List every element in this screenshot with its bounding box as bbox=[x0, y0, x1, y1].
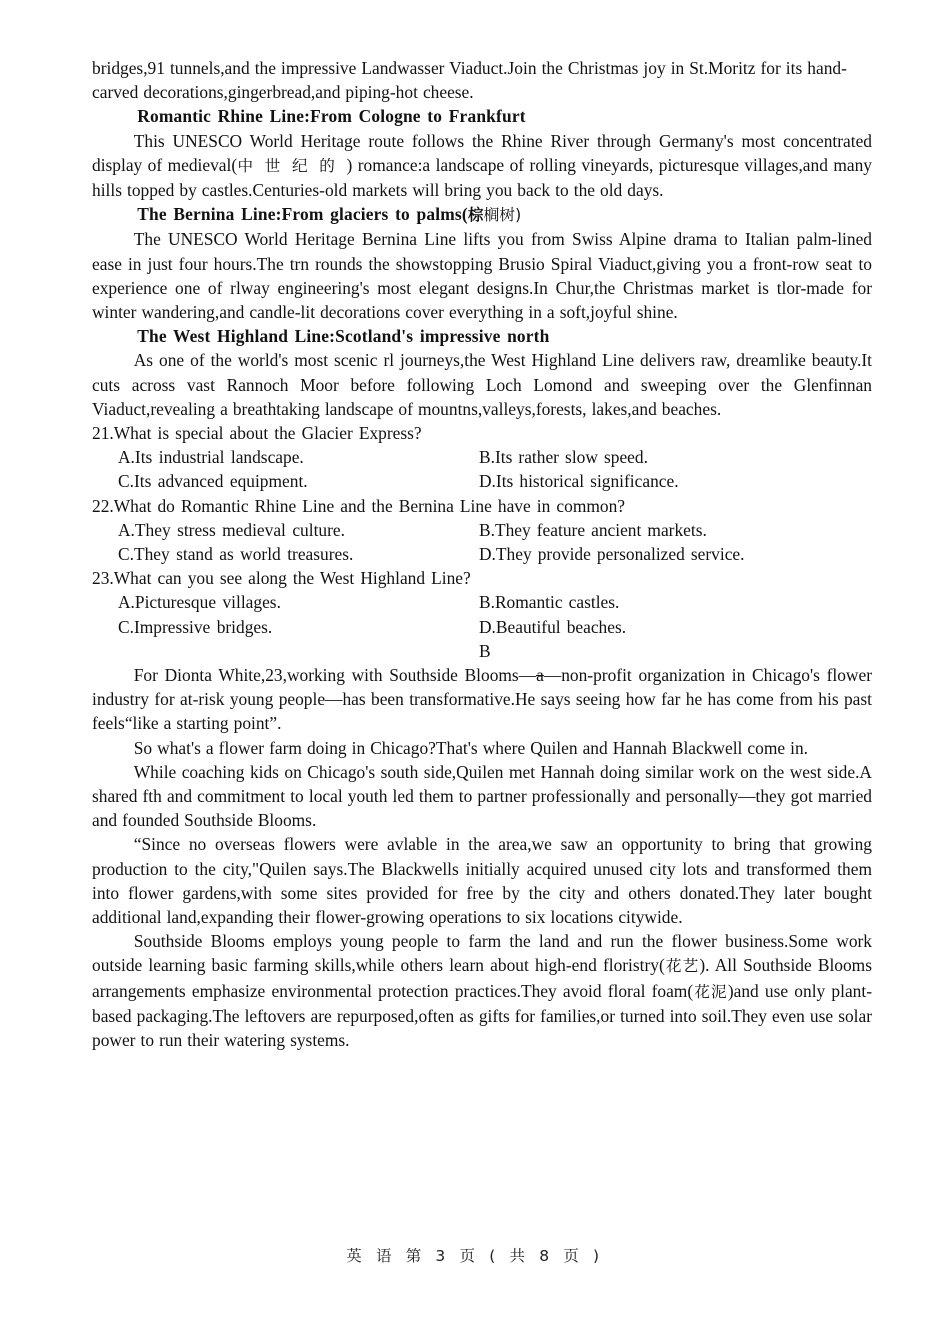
option-22-b[interactable]: B.They feature ancient markets. bbox=[479, 519, 707, 540]
paragraph-b-1: For Dionta White,23,working with Southside Blooms—a—non-profit organization in Chicago's flower industry for at-risk young people—has been transformative.He says seeing how far he has come from his past feels“like a starting point”. bbox=[92, 664, 872, 734]
question-options-23-row2 bbox=[92, 615, 872, 639]
chinese-gloss-palm-bold: 棕 bbox=[467, 206, 484, 225]
question-stem-22: 22.What do Romantic Rhine Line and the Bernina Line have in common? bbox=[92, 495, 625, 516]
section-heading-west-highland: The West Highland Line:Scotland's impressive north bbox=[137, 326, 550, 347]
question-stem-21: 21.What is special about the Glacier Express? bbox=[92, 423, 422, 444]
page-footer-text: 英 语 第 3 页 ( 共 8 页 ) bbox=[346, 1247, 604, 1265]
option-23-a[interactable]: A.Picturesque villages. bbox=[118, 592, 281, 613]
option-21-d[interactable]: D.Its historical significance. bbox=[479, 471, 679, 492]
paragraph-romantic-rhine: This UNESCO World Heritage route follows the Rhine River through Germany's most concentrated display of medieval(中世纪的) romance:a landscape of rolling vineyards, picturesque villages,and many hills topped by castles.Centuries-old markets will bring you back to the old days. bbox=[92, 130, 872, 201]
paragraph-b-4: “Since no overseas flowers were avlable in the area,we saw an opportunity to bring that growing production to the city,"Quilen says.The Blackwells initially acquired unused city lots and transformed them into flower gardens,with some sites provided for free by the city and others donated.They later bought additional land,expanding their flower-growing operations to six locations citywide. bbox=[92, 834, 872, 927]
option-22-c[interactable]: C.They stand as world treasures. bbox=[118, 544, 354, 565]
page-footer bbox=[0, 1244, 950, 1266]
option-23-b[interactable]: B.Romantic castles. bbox=[479, 592, 620, 613]
question-stem-23: 23.What can you see along the West Highland Line? bbox=[92, 568, 471, 589]
struck-article-a: a bbox=[536, 664, 544, 685]
chinese-gloss-palm-rest: 榈树) bbox=[483, 206, 522, 225]
question-options-22-row1 bbox=[92, 518, 872, 542]
option-21-a[interactable]: A.Its industrial landscape. bbox=[118, 447, 304, 468]
paragraph-bernina: The UNESCO World Heritage Bernina Line lifts you from Swiss Alpine drama to Italian palm-lined ease in just four hours.The trn rounds the showstopping Brusio Spiral Viaduct,giving you a front-row seat to experience one of rlway engineering's most elegant designs.In Chur,the Christmas market is tlor-made for winter wandering,and candle-lit decorations cover everything in a soft,joyful shine. bbox=[92, 229, 872, 323]
section-heading-bernina: The Bernina Line:From glaciers to palms(棕榈树) bbox=[137, 204, 522, 225]
section-label-b: B bbox=[479, 640, 491, 661]
option-23-d[interactable]: D.Beautiful beaches. bbox=[479, 616, 627, 637]
section-heading-romantic-rhine: Romantic Rhine Line:From Cologne to Frankfurt bbox=[137, 106, 526, 127]
paragraph-b-5: Southside Blooms employs young people to farm the land and run the flower business.Some work outside learning basic farming skills,while others learn about high-end floristry(花艺). All Southside Blooms arrangements emphasize environmental protection practices.They avoid floral foam(花泥)and use only plant-based packaging.The leftovers are repurposed,often as gifts for families,or turned into soil.They even use solar power to run their watering systems. bbox=[92, 931, 872, 1051]
paragraph-west-highland: As one of the world's most scenic rl journeys,the West Highland Line delivers raw, dreamlike beauty.It cuts across vast Rannoch Moor before following Loch Lomond and sweeping over the Glenfinnan Viaduct,revealing a breathtaking landscape of mountns,valleys,forests, lakes,and beaches. bbox=[92, 350, 872, 419]
option-21-b[interactable]: B.Its rather slow speed. bbox=[479, 447, 648, 468]
paragraph-b-2: So what's a flower farm doing in Chicago?That's where Quilen and Hannah Blackwell come in. bbox=[133, 737, 808, 758]
paragraph-b-3: While coaching kids on Chicago's south side,Quilen met Hannah doing similar work on the west side.A shared fth and commitment to local youth led them to partner professionally and personally—they got married and founded Southside Blooms. bbox=[92, 761, 872, 831]
option-23-c[interactable]: C.Impressive bridges. bbox=[118, 616, 273, 637]
chinese-gloss-floristry: 花艺 bbox=[664, 957, 700, 976]
question-options-22-row2 bbox=[92, 542, 872, 566]
option-22-a[interactable]: A.They stress medieval culture. bbox=[118, 519, 345, 540]
chinese-gloss-floral-foam: 花泥 bbox=[693, 982, 728, 1001]
question-options-21-row2 bbox=[92, 469, 872, 493]
exam-page-content bbox=[92, 56, 872, 1052]
passage-continuation: bridges,91 tunnels,and the impressive Landwasser Viaduct.Join the Christmas joy in St.Moritz for its hand-carved decorations,gingerbread,and piping-hot cheese. bbox=[92, 58, 847, 103]
question-options-23-row1 bbox=[92, 590, 872, 614]
option-21-c[interactable]: C.Its advanced equipment. bbox=[118, 471, 308, 492]
option-22-d[interactable]: D.They provide personalized service. bbox=[479, 544, 745, 565]
chinese-gloss-medieval: 中世纪的 bbox=[237, 156, 347, 175]
question-options-21-row1 bbox=[92, 445, 872, 469]
